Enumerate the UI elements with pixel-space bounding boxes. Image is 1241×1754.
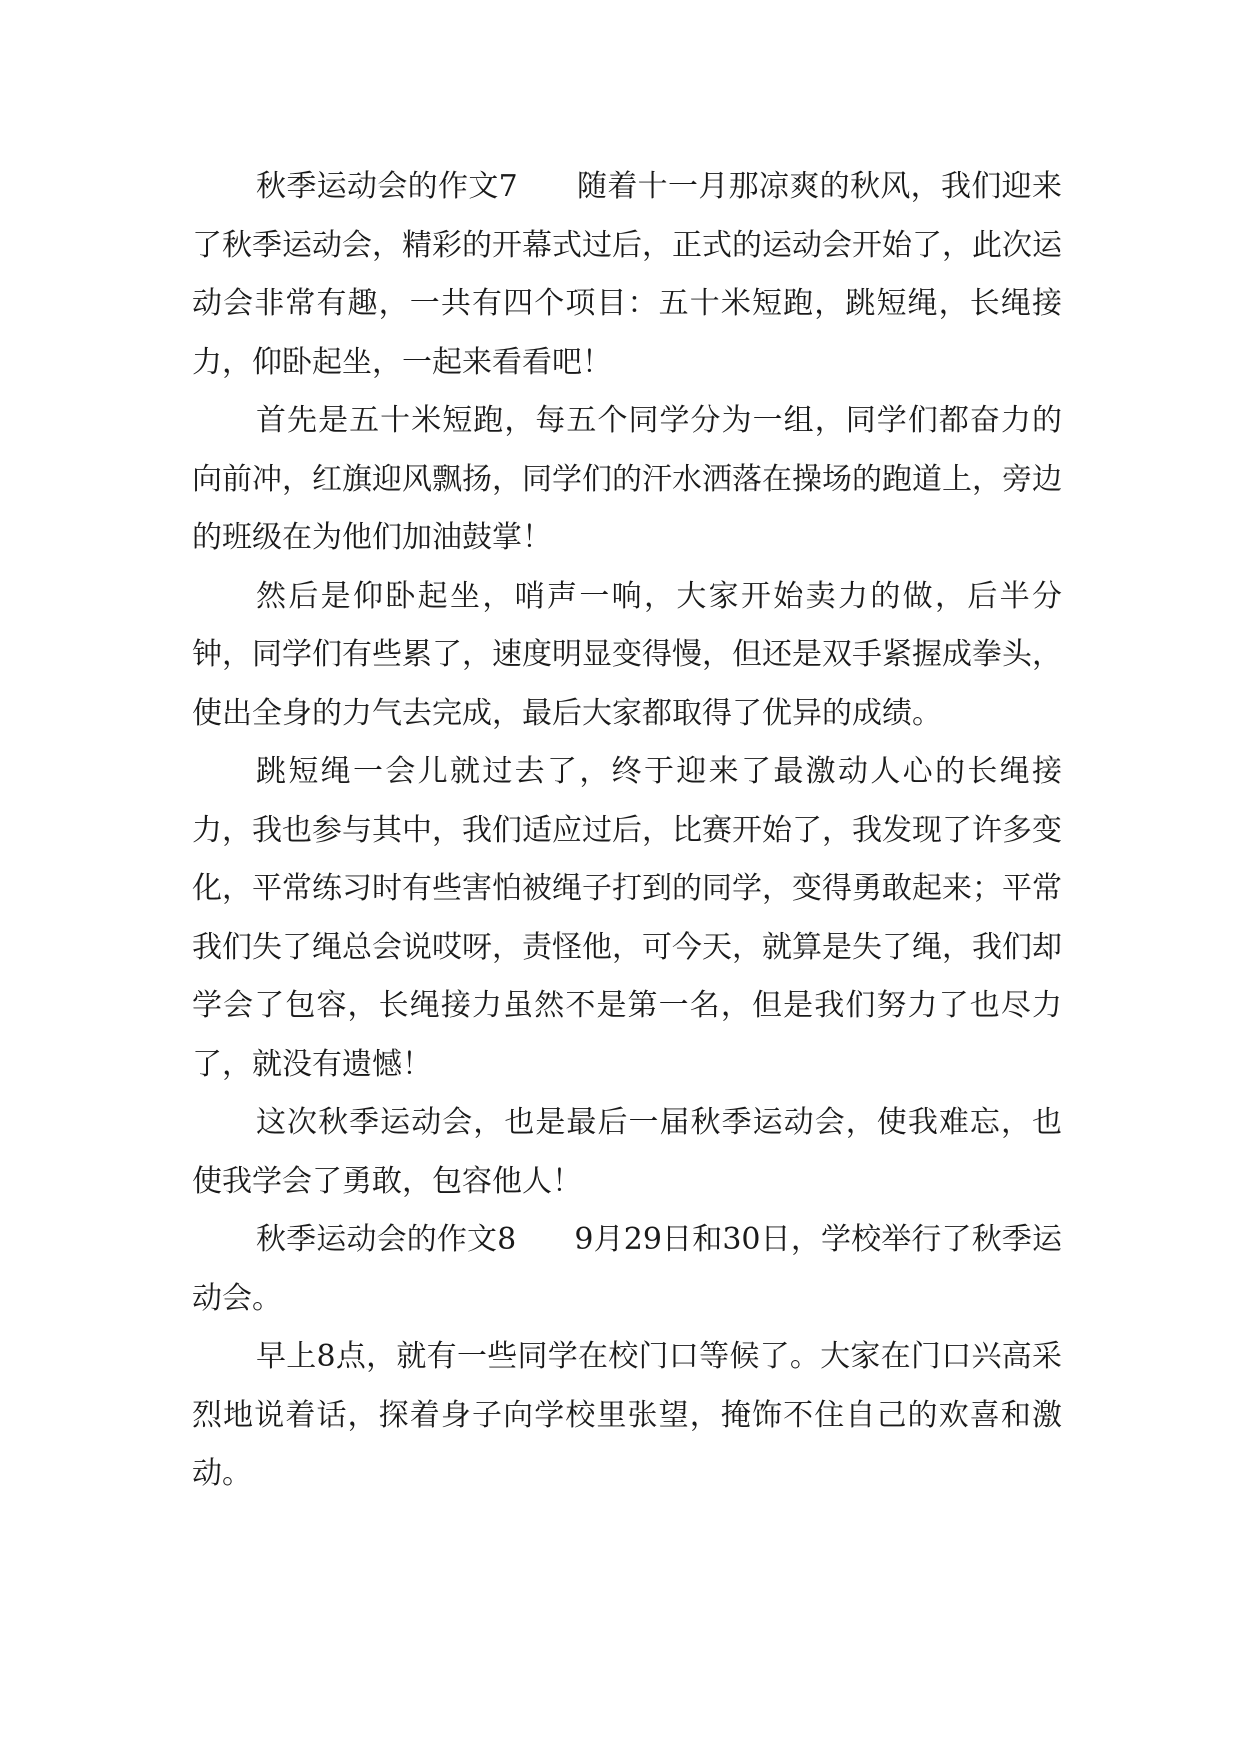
paragraph-2: 首先是五十米短跑，每五个同学分为一组，同学们都奋力的向前冲，红旗迎风飘扬，同学们的汗水洒落在操场的跑道上，旁边的班级在为他们加油鼓掌！ <box>192 403 1062 555</box>
paragraph-7: 早上8点，就有一些同学在校门口等候了。大家在门口兴高采烈地说着话，探着身子向学校里张望，掩饰不住自己的欢喜和激动。 <box>192 1339 1062 1491</box>
paragraph-3: 然后是仰卧起坐，哨声一响，大家开始卖力的做，后半分钟，同学们有些累了，速度明显变得慢，但还是双手紧握成拳头，使出全身的力气去完成，最后大家都取得了优异的成绩。 <box>192 578 1062 731</box>
paragraph-6: 秋季运动会的作文8 9月29日和30日，学校举行了秋季运动会。 <box>192 1222 1062 1316</box>
paragraph-1: 秋季运动会的作文7 随着十一月那凉爽的秋风，我们迎来了秋季运动会，精彩的开幕式过后，正式的运动会开始了，此次运动会非常有趣，一共有四个项目：五十米短跑，跳短绳，长绳接力，仰卧起坐，一起来看看吧！ <box>192 169 1062 380</box>
document-body <box>192 158 1062 1504</box>
paragraph-4: 跳短绳一会儿就过去了，终于迎来了最激动人心的长绳接力，我也参与其中，我们适应过后，比赛开始了，我发现了许多变化，平常练习时有些害怕被绳子打到的同学，变得勇敢起来；平常我们失了绳总会说哎呀，责怪他，可今天，就算是失了绳，我们却学会了包容，长绳接力虽然不是第一名，但是我们努力了也尽力了，就没有遗憾！ <box>192 754 1062 1082</box>
paragraph-5: 这次秋季运动会，也是最后一届秋季运动会，使我难忘，也使我学会了勇敢，包容他人！ <box>192 1105 1062 1199</box>
